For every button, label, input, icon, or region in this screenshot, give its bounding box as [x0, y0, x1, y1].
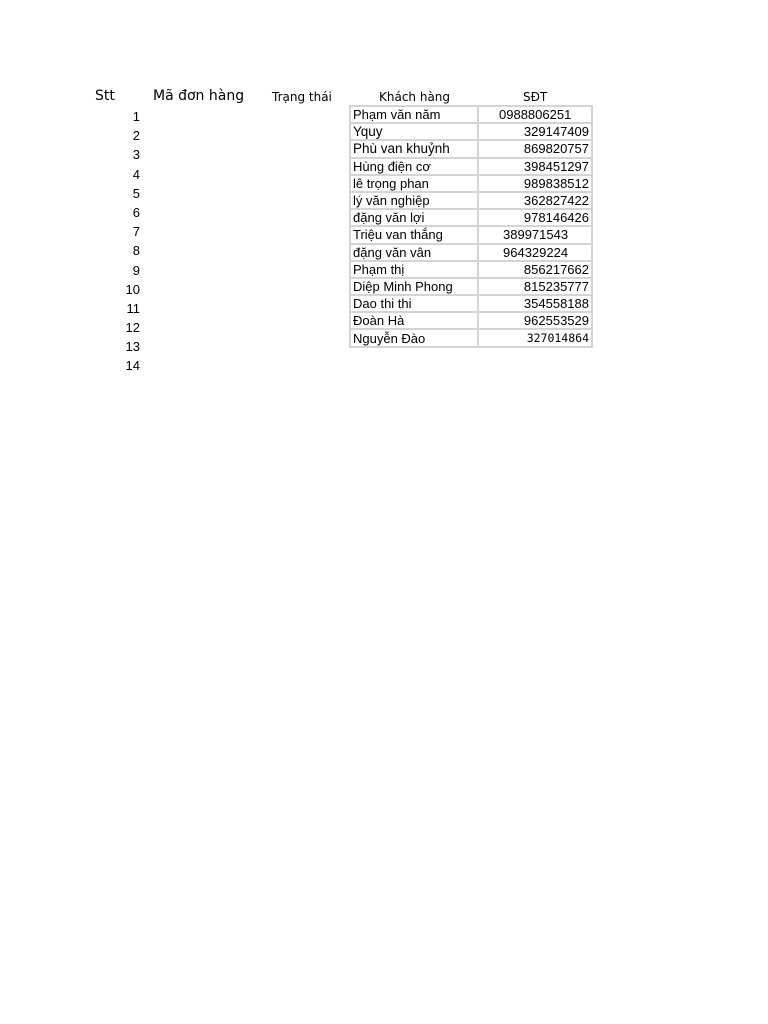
stt-cell: 5 [132, 185, 140, 201]
stt-cell: 8 [132, 243, 140, 259]
customer-name-cell[interactable]: Dao thi thi [350, 295, 478, 312]
stt-cell: 12 [125, 320, 140, 336]
table-row [350, 244, 592, 261]
stt-cell: 14 [125, 358, 140, 374]
phone-cell[interactable]: 978146426 [478, 209, 592, 226]
customer-name-cell[interactable]: lê trọng phan [350, 175, 478, 192]
table-row [350, 175, 592, 192]
header-khach-hang: Khách hàng [379, 90, 451, 104]
phone-cell[interactable]: 389971543 [478, 226, 592, 243]
stt-cell: 2 [132, 128, 140, 144]
stt-cell: 11 [126, 300, 140, 316]
stt-cell: 4 [132, 166, 140, 182]
stt-cell: 13 [125, 339, 140, 355]
header-sdt: SĐT [523, 90, 548, 104]
customer-name-cell[interactable]: Đoàn Hà [350, 312, 478, 329]
customer-name-cell[interactable]: lý văn nghiệp [350, 192, 478, 209]
phone-cell[interactable]: 398451297 [478, 158, 592, 175]
table-row [350, 158, 592, 175]
customer-name-cell[interactable]: Yquy [350, 123, 478, 140]
customer-table [349, 105, 593, 348]
table-row [350, 226, 592, 243]
table-row [350, 329, 592, 346]
stt-cell: 7 [132, 224, 140, 240]
header-trang-thai: Trạng thái [272, 90, 332, 104]
header-stt: Stt [95, 88, 115, 104]
phone-cell[interactable]: 0988806251 [478, 106, 592, 123]
customer-name-cell[interactable]: Phù van khuỷnh [350, 140, 478, 157]
phone-cell[interactable]: 869820757 [478, 140, 592, 157]
stt-column [100, 108, 140, 377]
table-row [350, 278, 592, 295]
table-row [350, 261, 592, 278]
customer-name-cell[interactable]: Phạm thị [350, 261, 478, 278]
stt-cell: 3 [132, 147, 140, 163]
phone-cell[interactable]: 354558188 [478, 295, 592, 312]
customer-name-cell[interactable]: Triệu van thắng [350, 226, 478, 243]
customer-name-cell[interactable]: đặng văn vân [350, 244, 478, 261]
customer-name-cell[interactable]: Diệp Minh Phong [350, 278, 478, 295]
stt-cell: 10 [125, 281, 140, 297]
table-row [350, 312, 592, 329]
table-row [350, 209, 592, 226]
customer-name-cell[interactable]: đặng văn lợi [350, 209, 478, 226]
phone-cell[interactable]: 989838512 [478, 175, 592, 192]
phone-cell[interactable]: 329147409 [478, 123, 592, 140]
table-row [350, 192, 592, 209]
phone-cell[interactable]: 962553529 [478, 312, 592, 329]
phone-cell[interactable]: 327014864 [478, 329, 592, 346]
table-row [350, 295, 592, 312]
customer-name-cell[interactable]: Hùng điện cơ [350, 158, 478, 175]
phone-cell[interactable]: 856217662 [478, 261, 592, 278]
phone-cell[interactable]: 362827422 [478, 192, 592, 209]
table-row [350, 106, 592, 123]
header-ma-don-hang: Mã đơn hàng [153, 88, 245, 104]
stt-cell: 1 [132, 109, 140, 124]
stt-cell: 9 [132, 262, 140, 278]
table-row [350, 140, 592, 157]
customer-name-cell[interactable]: Phạm văn năm [350, 106, 478, 123]
customer-name-cell[interactable]: Nguyễn Đào [350, 329, 478, 346]
stt-cell: 6 [132, 204, 140, 220]
table-row [350, 123, 592, 140]
phone-cell[interactable]: 815235777 [478, 278, 592, 295]
phone-cell[interactable]: 964329224 [478, 244, 592, 261]
